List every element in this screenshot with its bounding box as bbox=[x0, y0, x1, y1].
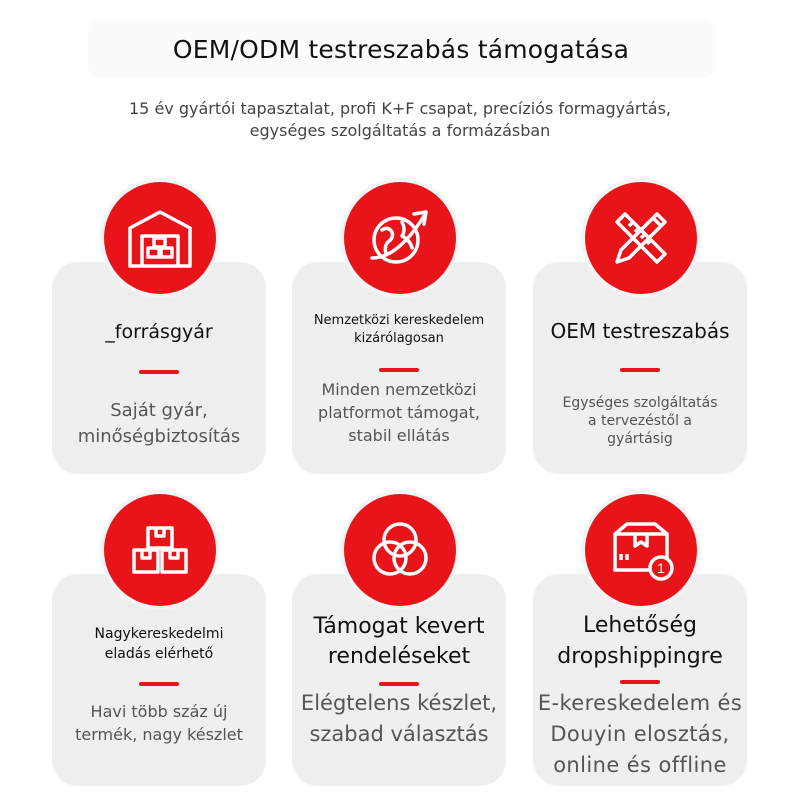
accent-bar bbox=[379, 368, 419, 372]
feature-description: Elégtelens készlet, szabad választás bbox=[300, 691, 498, 746]
package-badge: 1 bbox=[657, 560, 665, 576]
feature-description: Egységes szolgáltatás a tervezéstől a gyártásig bbox=[562, 395, 718, 447]
accent-bar bbox=[139, 682, 179, 686]
feature-icon-circle bbox=[344, 182, 456, 294]
subtitle-line-2: egységes szolgáltatás a formázásban bbox=[249, 121, 551, 140]
stacked-boxes-icon bbox=[122, 512, 198, 588]
page-title: OEM/ODM testreszabás támogatása bbox=[172, 34, 630, 64]
feature-title: Támogat kevert rendeléseket bbox=[313, 614, 485, 669]
accent-bar bbox=[379, 682, 419, 686]
pencil-ruler-icon bbox=[603, 200, 679, 276]
feature-title: Nemzetközi kereskedelem kizárólagosan bbox=[313, 313, 485, 346]
warehouse-icon bbox=[122, 200, 198, 276]
overlapping-circles-icon bbox=[362, 512, 438, 588]
feature-title: Nagykereskedelmi eladás elérhető bbox=[94, 626, 224, 662]
globe-trade-icon bbox=[362, 200, 438, 276]
feature-description: Havi több száz új termék, nagy készlet bbox=[75, 702, 243, 744]
feature-icon-circle bbox=[585, 494, 697, 606]
accent-bar bbox=[139, 370, 179, 374]
package-icon bbox=[603, 512, 679, 588]
page-subtitle bbox=[80, 98, 720, 142]
accent-bar bbox=[620, 680, 660, 684]
feature-title: OEM testreszabás bbox=[550, 319, 730, 343]
feature-title: _forrásgyár bbox=[105, 321, 213, 343]
feature-icon-circle bbox=[585, 182, 697, 294]
feature-description: Saját gyár, minőségbiztosítás bbox=[77, 400, 241, 447]
feature-icon-circle bbox=[104, 182, 216, 294]
feature-title: Lehetőség dropshippingre bbox=[557, 613, 723, 669]
title-banner bbox=[88, 20, 714, 78]
feature-icon-circle bbox=[344, 494, 456, 606]
feature-description: E-kereskedelem és Douyin elosztás, online és offline bbox=[537, 691, 743, 777]
subtitle-line-1: 15 év gyártói tapasztalat, profi K+F csapat, precíziós formagyártás, bbox=[129, 99, 671, 118]
feature-description: Minden nemzetközi platformot támogat, stabil ellátás bbox=[318, 380, 480, 445]
feature-icon-circle bbox=[104, 494, 216, 606]
accent-bar bbox=[620, 368, 660, 372]
